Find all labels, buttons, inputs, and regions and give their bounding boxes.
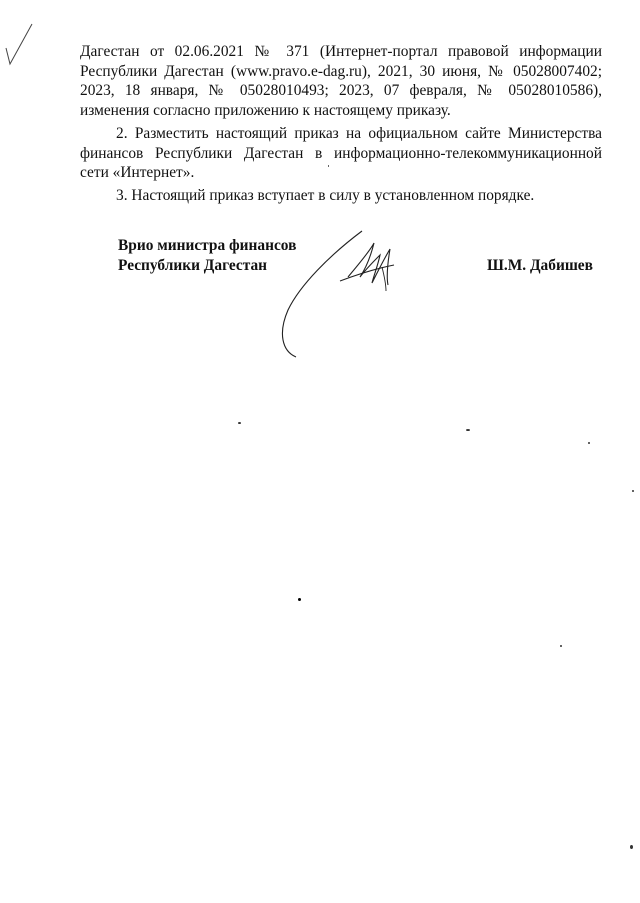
- scan-speck: [588, 442, 590, 444]
- scan-speck: [298, 598, 301, 601]
- paragraph-3: 3. Настоящий приказ вступает в силу в установленном порядке.: [116, 187, 535, 204]
- scan-speck: [238, 422, 241, 424]
- paragraph-1: Дагестан от 02.06.2021 № 371 (Интернет-портал правовой информации Республики Дагестан (www.pravo.e-dag.ru), 2021, 30 июня, № 05028007402; 2023, 18 января, № 05028010493; 2023, 07 февраля, № 05028010586), изменения согласно приложению к настоящему приказу.: [80, 43, 602, 119]
- signatory-name: Ш.М. Дабишев: [487, 257, 593, 274]
- scan-speck: [466, 429, 470, 431]
- scan-speck: [560, 645, 562, 647]
- paragraph-2: 2. Разместить настоящий приказ на официальном сайте Министерства финансов Республики Дагестан в информационно-телекоммуникационной сети «Интернет».: [80, 125, 602, 181]
- handwritten-signature: [270, 225, 430, 365]
- signatory-position-line2: Республики Дагестан: [118, 256, 268, 274]
- signatory-position-line1: Врио министра финансов: [118, 237, 297, 254]
- scan-speck: [328, 165, 329, 167]
- scan-speck: [632, 490, 634, 492]
- scan-speck: [630, 845, 633, 849]
- check-mark-icon: [2, 18, 38, 68]
